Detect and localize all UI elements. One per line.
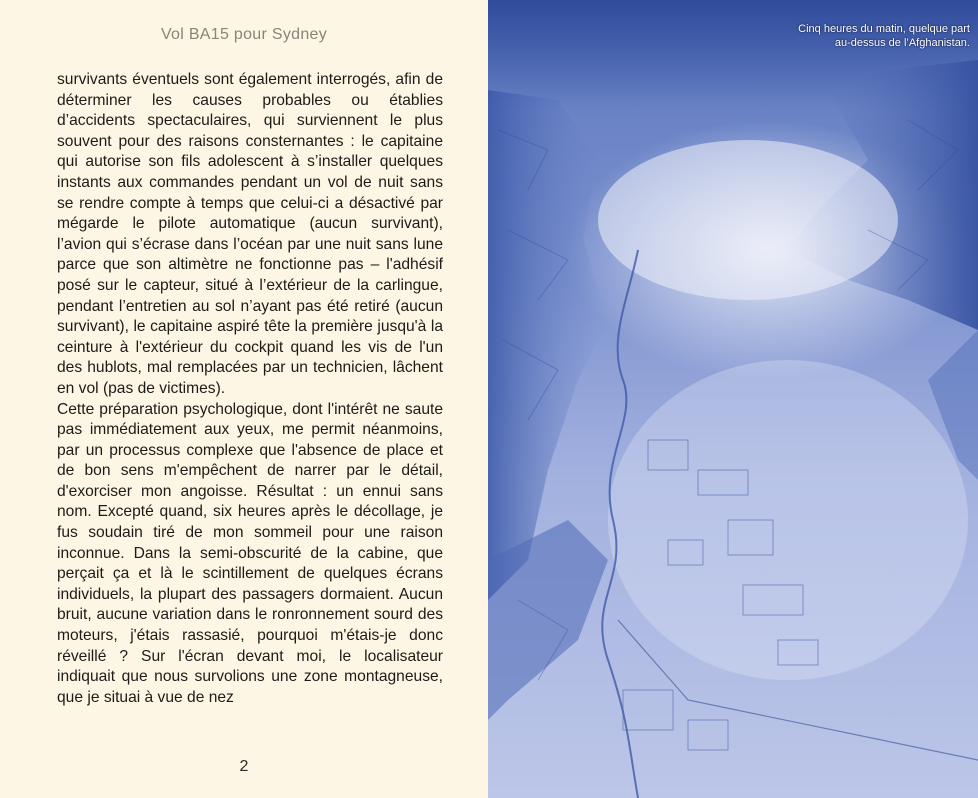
caption-line-1: Cinq heures du matin, quelque part [798,23,970,35]
snow-plain [598,140,898,300]
left-page [0,0,488,798]
page-number: 2 [239,758,249,775]
aerial-photo [488,0,978,798]
caption-line-2: au-dessus de l’Afghanistan. [834,37,970,49]
snow-plain-lower [608,360,968,680]
paragraph-2: Cette préparation psychologique, dont l'intérêt ne saute pas immédiatement aux yeux, me permit néanmoins, par un processus complexe que l'absence de place et de bon sens m'empêchent de narrer par le détail, d'exorciser mon angoisse. Résultat : un ennui sans nom. Excepté quand, six heures après le décollage, je fus soudain tiré de mon sommeil pour une raison inconnue. Dans la semi-obscurité de la cabine, que perçait ça et là le scintillement de quelques écrans individuels, la plupart des passagers dormaient. Aucun bruit, aucune variation dans le ronronnement sourd des moteurs, j'étais rassasié, pourquoi m'étais-je donc réveillé ? Sur l'écran devant moi, le localisateur indiquait que nous survolions une zone montagneuse, que je situai à vue de nez [57,400,443,706]
left-mountain-range [488,90,608,600]
paragraph-1: survivants éventuels sont également interrogés, afin de déterminer les causes probables ou établies d’accidents spectaculaires, qui surviennent le plus souvent pour des raisons consternantes : le capitaine qui autorise son fils adolescent à s’installer quelques instants aux commandes pendant un vol de nuit sans se rendre compte à temps que celui-ci a désactivé par mégarde le pilote automatique (aucun survivant), l’avion qui s’écrase dans l’océan par une nuit sans lune parce que son altimètre ne fonctionne pas – l'adhésif posé sur le capteur, situé à l’extérieur de la carlingue, pendant l’entretien au sol n’ayant pas été retiré (aucun survivant), le capitaine aspiré tête la première jusqu'à la ceinture à l'extérieur du cockpit quand les vis de l'un des hublots, mal remplacées par un technicien, lâchent en vol (pas de victimes). [57,71,443,397]
photo-caption [670,22,970,50]
aerial-snowy-valley-photo [488,0,978,798]
body-text [57,70,443,708]
running-header: Vol BA15 pour Sydney [160,26,328,43]
